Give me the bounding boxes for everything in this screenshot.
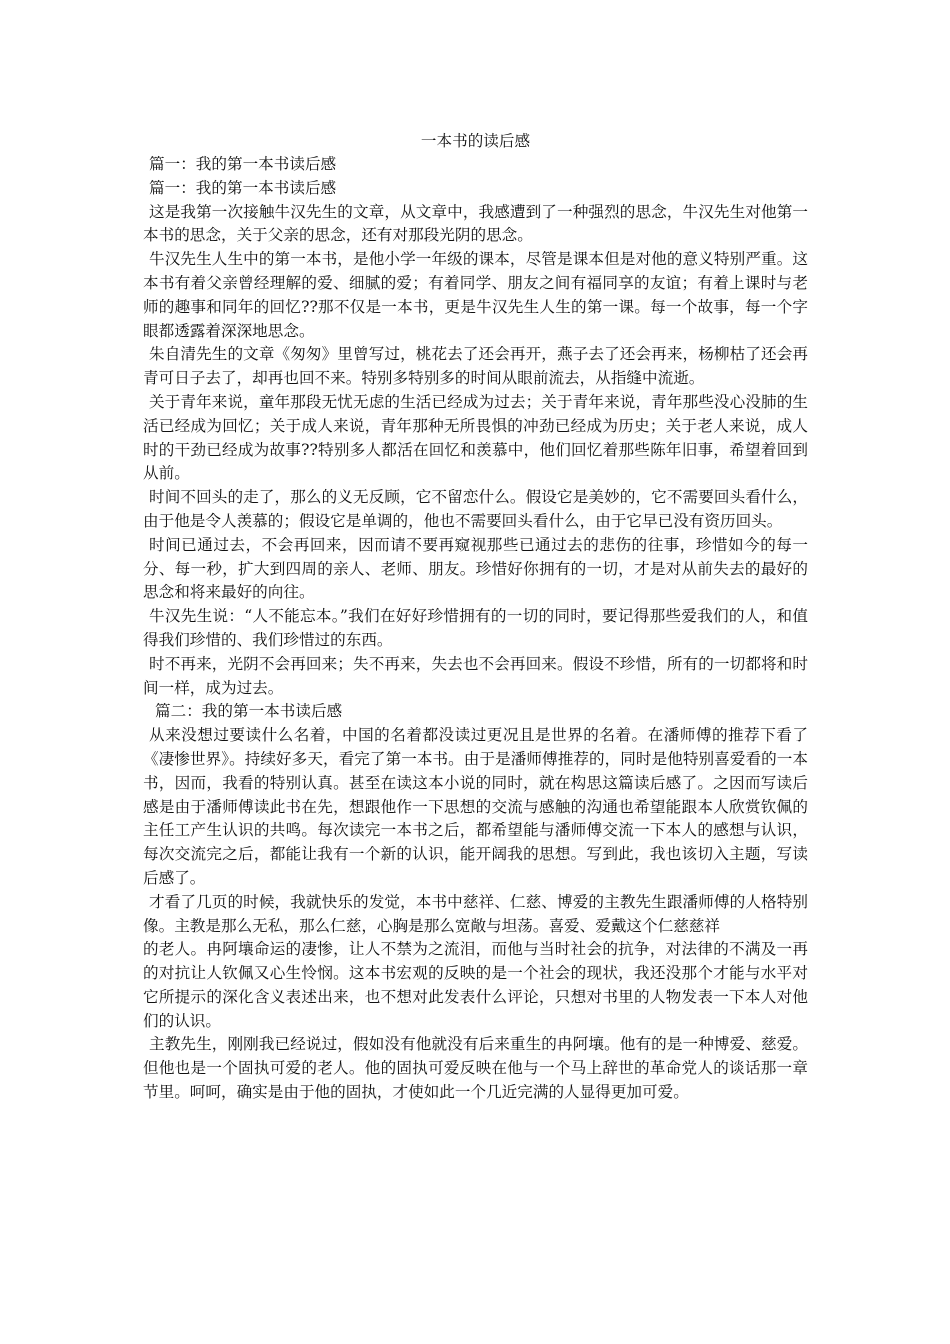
- paragraph: 主教先生，刚刚我已经说过，假如没有他就没有后来重生的冉阿壤。他有的是一种博爱、慈爱。但他也是一个固执可爱的老人。他的固执可爱反映在他与一个马上辞世的革命党人的谈话那一章节里。呵呵，确实是由于他的固执，才使如此一个几近完满的人显得更加可爱。: [143, 1035, 808, 1102]
- section-heading-1: 篇一：我的第一本书读后感: [149, 155, 337, 173]
- paragraph: 牛汉先生人生中的第一本书，是他小学一年级的课本，尽管是课本但是对他的意义特别严重。这本书有着父亲曾经理解的爱、细腻的爱；有着同学、朋友之间有福同享的友谊；有着上课时与老师的趣事和同年的回忆??那不仅是一本书，更是牛汉先生人生的第一课。每一个故事，每一个字眼都透露着深深地思念。: [143, 250, 808, 340]
- paragraph: 关于青年来说，童年那段无忧无虑的生活已经成为过去；关于青年来说，青年那些没心没肺的生活已经成为回忆；关于成人来说，青年那种无所畏惧的冲劲已经成为历史；关于老人来说，成人时的干劲已经成为故事??特别多人都活在回忆和羡慕中，他们回忆着那些陈年旧事，希望着回到从前。: [143, 392, 808, 483]
- paragraph: 牛汉先生说：“人不能忘本。”我们在好好珍惜拥有的一切的同时，要记得那些爱我们的人，和值得我们珍惜的、我们珍惜过的东西。: [143, 607, 808, 649]
- paragraph: 时间不回头的走了，那么的义无反顾，它不留恋什么。假设它是美妙的，它不需要回头看什么，由于他是令人羡慕的；假设它是单调的，他也不需要回头看什么，由于它早已没有资历回头。: [143, 488, 808, 530]
- section-heading-1-repeat: 篇一：我的第一本书读后感: [149, 178, 337, 197]
- section-heading-2: 篇二：我的第一本书读后感: [155, 702, 343, 721]
- paragraph: 才看了几页的时候，我就快乐的发觉，本书中慈祥、仁慈、博爱的主教先生跟潘师傅的人格特别像。主教是那么无私，那么仁慈，心胸是那么宽敞与坦荡。喜爱、爱戴这个仁慈慈祥: [143, 892, 808, 935]
- document-body: [143, 129, 808, 1105]
- paragraph: 朱自清先生的文章《匆匆》里曾写过，桃花去了还会再开，燕子去了还会再来，杨柳枯了还会再青可日子去了，却再也回不来。特别多特别多的时间从眼前流去，从指缝中流逝。: [143, 345, 808, 388]
- paragraph: 从来没想过要读什么名着，中国的名着都没读过更况且是世界的名着。在潘师傅的推荐下看了《凄惨世界》。持续好多天，看完了第一本书。由于是潘师傅推荐的，同时是他特别喜爱看的一本书，因而，我看的特别认真。甚至在读这本小说的同时，就在构思这篇读后感了。之因而写读后感是由于潘师傅读此书在先，想跟他作一下思想的交流与感触的沟通也希望能跟本人欣赏钦佩的主任工产生认识的共鸣。每次读完一本书之后，都希望能与潘师傅交流一下本人的感想与认识，每次交流完之后，都能让我有一个新的认识，能开阔我的思想。写到此，我也该切入主题，写读后感了。: [143, 726, 808, 887]
- paragraph: 时间已通过去，不会再回来，因而请不要再窥视那些已通过去的悲伤的往事，珍惜如今的每一分、每一秒，扩大到四周的亲人、老师、朋友。珍惜好你拥有的一切，才是对从前失去的最好的思念和将来最好的向往。: [143, 535, 808, 602]
- paragraph: 时不再来，光阴不会再回来；失不再来，失去也不会再回来。假设不珍惜，所有的一切都将和时间一样，成为过去。: [143, 654, 808, 697]
- document-title: 一本书的读后感: [420, 132, 531, 150]
- paragraph-continuation: 的老人。冉阿壤命运的凄惨，让人不禁为之流泪，而他与当时社会的抗争，对法律的不满及一再的对抗让人钦佩又心生怜悯。这本书宏观的反映的是一个社会的现状，我还没那个才能与水平对它所提示的深化含义表述出来，也不想对此发表什么评论，只想对书里的人物发表一下本人对他们的认识。: [143, 940, 808, 1030]
- paragraph: 这是我第一次接触牛汉先生的文章，从文章中，我感遭到了一种强烈的思念，牛汉先生对他第一本书的思念，关于父亲的思念，还有对那段光阴的思念。: [143, 202, 808, 245]
